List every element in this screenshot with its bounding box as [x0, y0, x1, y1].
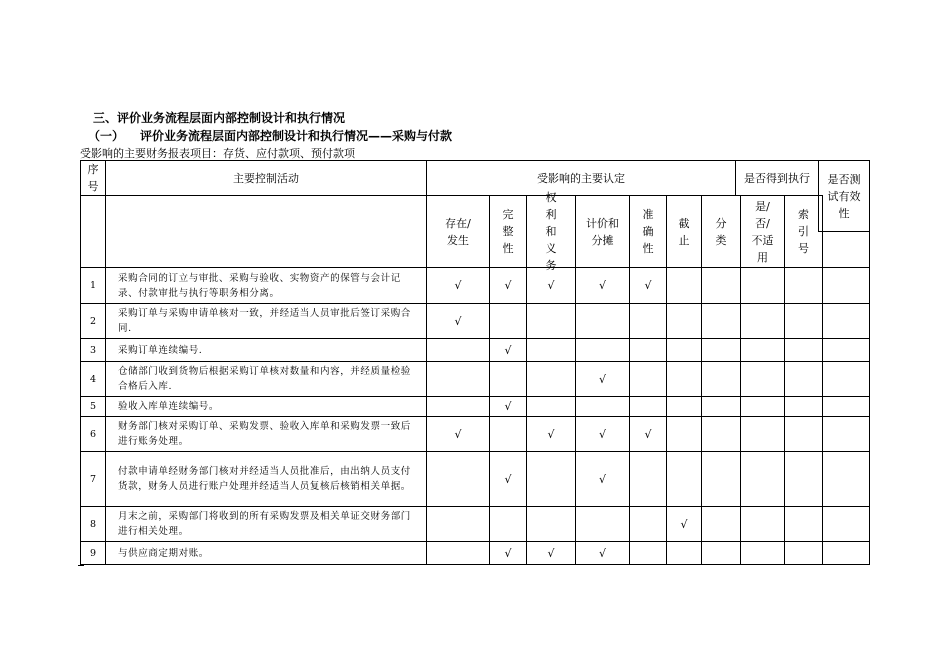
check-mark: √	[680, 517, 688, 531]
cell-rights	[526, 303, 576, 339]
header-yesno: 是/否/不适用	[740, 195, 785, 268]
cell-cutoff	[666, 541, 702, 565]
cell-index	[784, 416, 823, 452]
row-number: 8	[80, 506, 106, 542]
cell-yesno	[740, 338, 785, 362]
cell-index	[784, 451, 823, 507]
cell-yesno	[740, 303, 785, 339]
row-number: 4	[80, 361, 106, 397]
header-complete: 完整性	[489, 195, 527, 268]
cell-accuracy	[629, 303, 667, 339]
control-activity-text: 采购合同的订立与审批、采购与验收、实物资产的保管与会计记录、付款审批与执行等职务相分离。	[105, 267, 427, 304]
cell-rights	[526, 416, 576, 452]
cell-valuation	[575, 267, 630, 304]
cell-index	[784, 396, 823, 417]
check-mark: √	[598, 279, 606, 292]
cell-classify	[701, 451, 741, 507]
cell-valuation	[575, 338, 630, 362]
row-number: 5	[80, 396, 106, 417]
check-mark: √	[547, 427, 555, 441]
header-valuation: 计价和分摊	[575, 195, 630, 268]
cell-index	[784, 361, 823, 397]
control-activity-text: 月末之前，采购部门将收到的所有采购发票及相关单证交财务部门进行相关处理。	[105, 506, 427, 542]
control-activity-text: 验收入库单连续编号。	[105, 396, 427, 417]
control-activity-text: 付款申请单经财务部门核对并经适当人员批准后，由出纳人员支付货款，财务人员进行账户处理并经适当人员复核后核销相关单据。	[105, 451, 427, 507]
subsection-number: （一）	[88, 129, 125, 143]
cell-classify	[701, 303, 741, 339]
header-rights: 权利和义务	[526, 195, 576, 268]
cell-cutoff	[666, 416, 702, 452]
check-mark: √	[598, 427, 606, 441]
cell-rights	[526, 396, 576, 417]
cell-complete	[489, 303, 527, 339]
header-cutoff: 截止	[666, 195, 702, 268]
cell-valuation	[575, 541, 630, 565]
cell-classify	[701, 506, 741, 542]
row-number: 2	[80, 303, 106, 339]
cell-complete	[489, 416, 527, 452]
header-tested: 是否测试有效性	[818, 160, 870, 232]
cell-complete	[489, 451, 527, 507]
section-heading: 三、评价业务流程层面内部控制设计和执行情况	[93, 111, 346, 125]
cell-cutoff	[666, 267, 702, 304]
cell-exist	[426, 267, 490, 304]
cell-yesno	[740, 541, 785, 565]
check-mark: √	[598, 372, 606, 386]
cell-index	[784, 338, 823, 362]
cell-cutoff	[666, 396, 702, 417]
header-assertions: 受影响的主要认定	[426, 160, 736, 196]
cell-exist	[426, 361, 490, 397]
cell-valuation	[575, 416, 630, 452]
control-activity-text: 采购订单与采购申请单核对一致，并经适当人员审批后签订采购合同.	[105, 303, 427, 339]
cell-cutoff	[666, 361, 702, 397]
cell-complete	[489, 338, 527, 362]
cell-exist	[426, 451, 490, 507]
cell-index	[784, 303, 823, 339]
header-seq-blank	[80, 195, 106, 268]
cell-exist	[426, 541, 490, 565]
subsection-heading	[88, 127, 452, 144]
header-index: 索引号	[784, 195, 823, 268]
cell-accuracy	[629, 396, 667, 417]
cell-complete	[489, 267, 527, 304]
cell-exist	[426, 416, 490, 452]
check-mark: √	[504, 546, 512, 560]
cell-accuracy	[629, 338, 667, 362]
cell-classify	[701, 396, 741, 417]
check-mark: √	[644, 427, 652, 441]
cell-index	[784, 506, 823, 542]
check-mark: √	[454, 314, 462, 328]
cell-yesno	[740, 396, 785, 417]
header-seq: 序号	[80, 160, 106, 196]
header-activity: 主要控制活动	[105, 160, 427, 196]
subsection-title: 评价业务流程层面内部控制设计和执行情况——采购与付款	[140, 129, 453, 143]
header-exist: 存在/发生	[426, 195, 490, 268]
cell-tested	[822, 361, 870, 397]
cell-rights	[526, 451, 576, 507]
check-mark: √	[504, 472, 512, 486]
row-number: 7	[80, 451, 106, 507]
cell-tested	[822, 338, 870, 362]
control-activity-text: 与供应商定期对账。	[105, 541, 427, 565]
cell-yesno	[740, 506, 785, 542]
cell-cutoff	[666, 338, 702, 362]
cell-valuation	[575, 361, 630, 397]
check-mark: √	[598, 472, 606, 486]
cell-accuracy	[629, 361, 667, 397]
affected-items-line: 受影响的主要财务报表项目：存货、应付款项、预付款项	[80, 147, 355, 160]
header-accuracy: 准确性	[629, 195, 667, 268]
cell-tested	[822, 451, 870, 507]
cell-tested	[822, 541, 870, 565]
cell-rights	[526, 541, 576, 565]
cell-cutoff	[666, 451, 702, 507]
cell-complete	[489, 396, 527, 417]
cell-cutoff	[666, 506, 702, 542]
cell-accuracy	[629, 416, 667, 452]
row-number: 6	[80, 416, 106, 452]
cell-rights	[526, 338, 576, 362]
cell-classify	[701, 267, 741, 304]
cell-tested	[822, 396, 870, 417]
cell-exist	[426, 506, 490, 542]
cell-classify	[701, 541, 741, 565]
cell-tested	[822, 303, 870, 339]
cell-valuation	[575, 303, 630, 339]
cell-classify	[701, 338, 741, 362]
header-executed: 是否得到执行	[735, 160, 819, 196]
header-tested-blank	[822, 231, 870, 268]
check-mark: √	[504, 279, 512, 292]
check-mark: √	[644, 279, 652, 292]
cell-complete	[489, 506, 527, 542]
cell-index	[784, 541, 823, 565]
cell-exist	[426, 303, 490, 339]
cell-rights	[526, 506, 576, 542]
cell-yesno	[740, 416, 785, 452]
cell-valuation	[575, 506, 630, 542]
cell-accuracy	[629, 541, 667, 565]
cell-rights	[526, 361, 576, 397]
cell-rights	[526, 267, 576, 304]
cell-accuracy	[629, 267, 667, 304]
cell-complete	[489, 361, 527, 397]
check-mark: √	[504, 400, 512, 413]
control-activity-text: 采购订单连续编号.	[105, 338, 427, 362]
check-mark: √	[504, 343, 512, 357]
cell-complete	[489, 541, 527, 565]
cell-valuation	[575, 396, 630, 417]
margin-tick	[78, 565, 84, 566]
check-mark: √	[598, 546, 606, 560]
cell-classify	[701, 416, 741, 452]
cell-exist	[426, 338, 490, 362]
control-activity-text: 仓储部门收到货物后根据采购订单核对数量和内容，并经质量检验合格后入库.	[105, 361, 427, 397]
row-number: 3	[80, 338, 106, 362]
check-mark: √	[454, 279, 462, 292]
header-classify: 分类	[701, 195, 741, 268]
cell-accuracy	[629, 451, 667, 507]
check-mark: √	[547, 279, 555, 292]
cell-yesno	[740, 267, 785, 304]
cell-yesno	[740, 451, 785, 507]
cell-cutoff	[666, 303, 702, 339]
row-number: 1	[80, 267, 106, 304]
cell-index	[784, 267, 823, 304]
cell-tested	[822, 416, 870, 452]
cell-accuracy	[629, 506, 667, 542]
cell-yesno	[740, 361, 785, 397]
cell-tested	[822, 506, 870, 542]
check-mark: √	[547, 546, 555, 560]
header-activity-blank	[105, 195, 427, 268]
cell-classify	[701, 361, 741, 397]
cell-valuation	[575, 451, 630, 507]
cell-exist	[426, 396, 490, 417]
row-number: 9	[80, 541, 106, 565]
control-activity-text: 财务部门核对采购订单、采购发票、验收入库单和采购发票一致后进行账务处理。	[105, 416, 427, 452]
cell-tested	[822, 267, 870, 304]
control-table	[80, 160, 870, 565]
check-mark: √	[454, 427, 462, 441]
